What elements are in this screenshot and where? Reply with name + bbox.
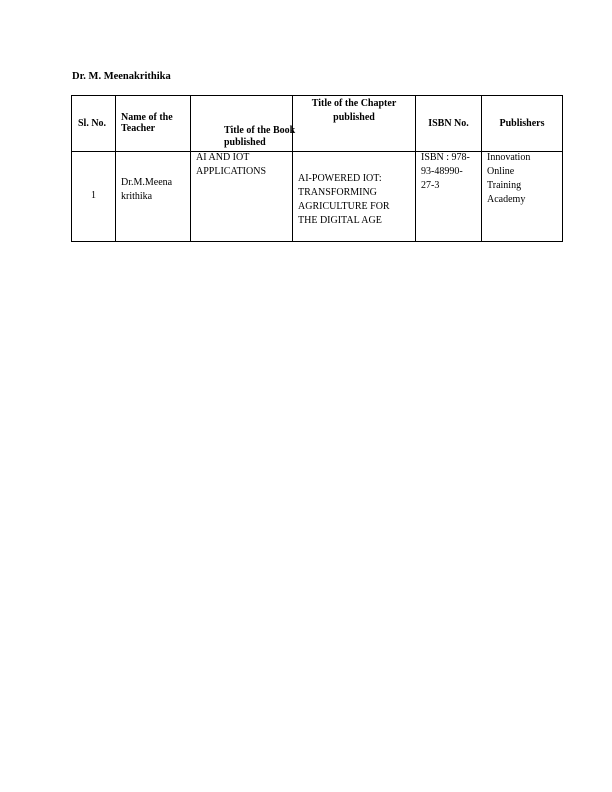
- table-row: [72, 152, 563, 242]
- header-publishers: [482, 96, 563, 152]
- row-isbn-line3: 27-3: [421, 180, 440, 191]
- row-chapter-line4: THE DIGITAL AGE: [298, 215, 382, 226]
- row-publisher-line2: Online: [487, 166, 515, 177]
- header-chapter: [293, 96, 416, 152]
- header-book-line2: published: [224, 137, 266, 148]
- row-isbn-line1: ISBN : 978-: [421, 152, 470, 163]
- row-book-line1: AI AND IOT: [196, 152, 250, 163]
- row-chapter-line1: AI-POWERED IOT:: [298, 173, 382, 184]
- header-sl-no-label: Sl. No.: [78, 118, 107, 129]
- cell-sl-no: [72, 152, 116, 242]
- header-isbn-label: ISBN No.: [428, 118, 469, 129]
- publications-table: [71, 95, 563, 242]
- header-publishers-label: Publishers: [499, 118, 545, 129]
- cell-isbn: [416, 152, 482, 242]
- row-chapter-line2: TRANSFORMING: [298, 187, 377, 198]
- header-book-line1: Title of the Book: [224, 125, 296, 136]
- document-heading: Dr. M. Meenakrithika: [72, 71, 171, 82]
- cell-publishers: [482, 152, 563, 242]
- row-chapter-line3: AGRICULTURE FOR: [298, 201, 390, 212]
- cell-book: [191, 152, 293, 242]
- cell-chapter: [293, 152, 416, 242]
- header-teacher-line2: Teacher: [121, 123, 156, 134]
- row-publisher-line1: Innovation: [487, 152, 531, 163]
- header-book: [191, 96, 296, 152]
- row-teacher-line1: Dr.M.Meena: [121, 177, 173, 188]
- header-chapter-line2: published: [333, 112, 375, 123]
- row-isbn-line2: 93-48990-: [421, 166, 463, 177]
- row-publisher-line4: Academy: [487, 194, 526, 205]
- table-header-row: [72, 96, 563, 152]
- header-isbn: [416, 96, 482, 152]
- row-teacher-line2: krithika: [121, 191, 153, 202]
- header-sl-no: [72, 96, 116, 152]
- row-sl-no: 1: [91, 190, 96, 201]
- row-publisher-line3: Training: [487, 180, 522, 191]
- cell-teacher: [116, 152, 191, 242]
- row-book-line2: APPLICATIONS: [196, 166, 267, 177]
- header-teacher: [116, 96, 191, 152]
- header-chapter-line1: Title of the Chapter: [311, 98, 397, 109]
- header-teacher-line1: Name of the: [121, 112, 173, 123]
